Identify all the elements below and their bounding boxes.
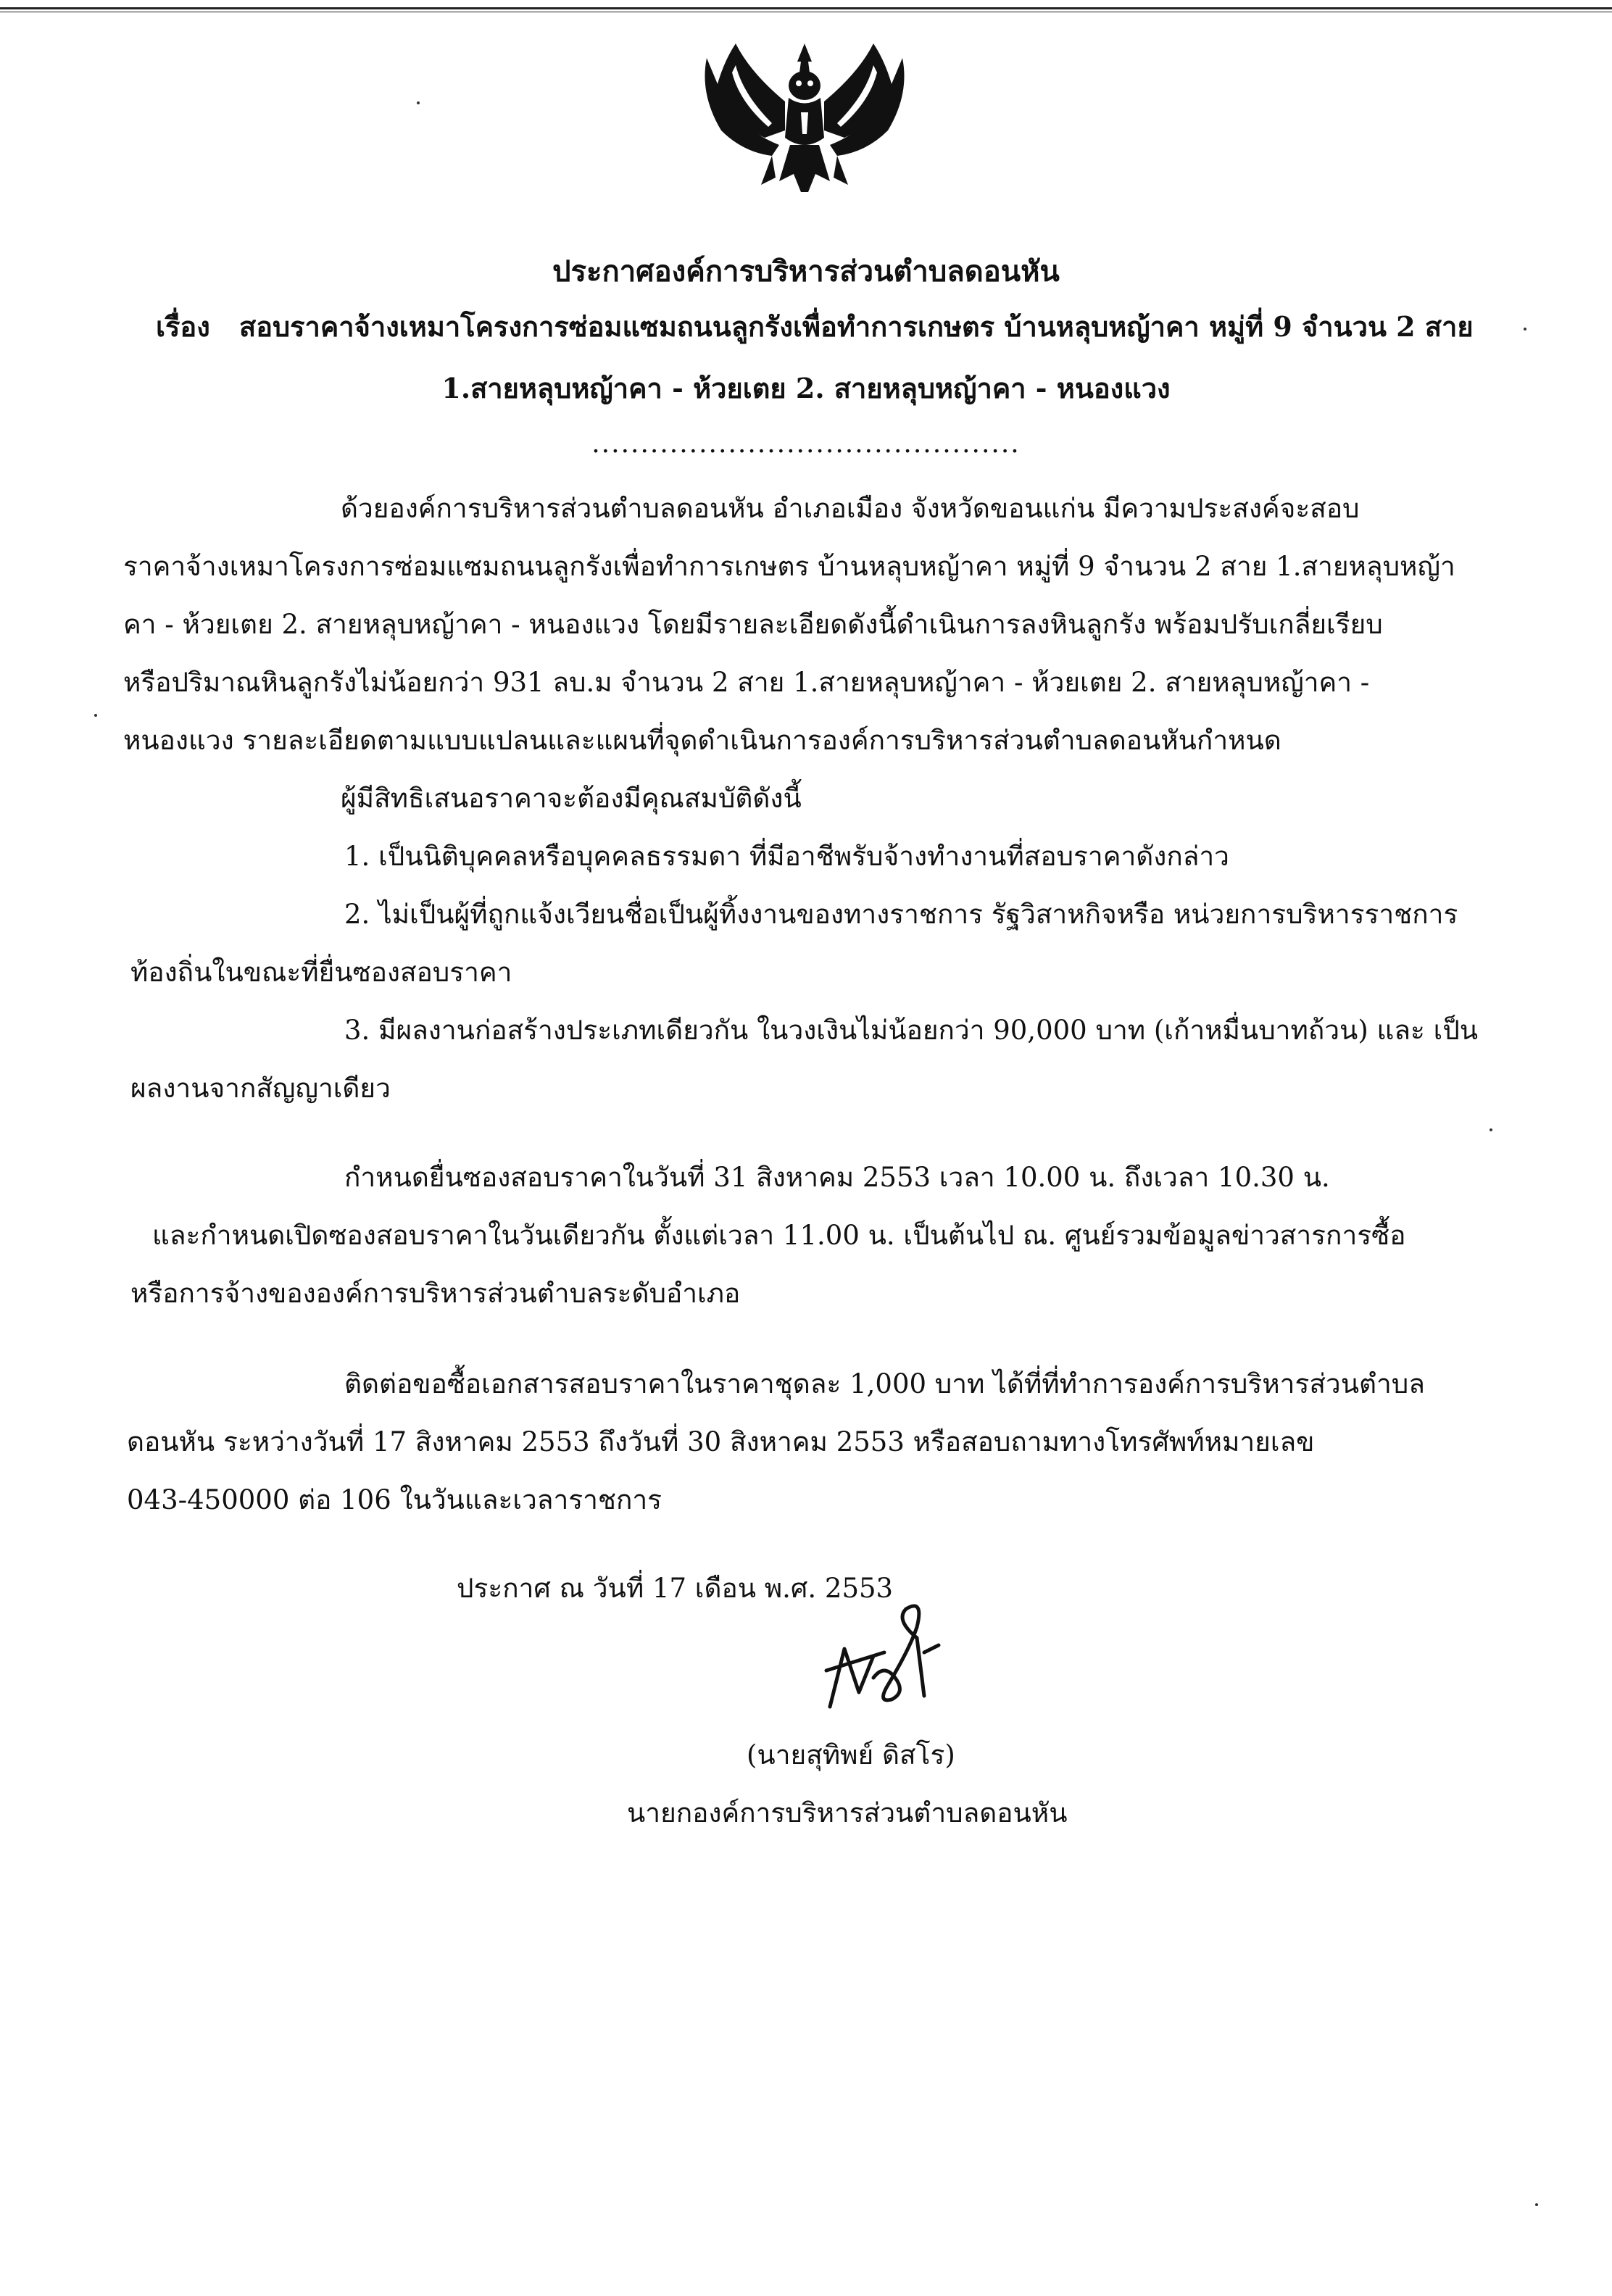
submission-line: หรือการจ้างขององค์การบริหารส่วนตำบลระดับอำเภอ [130,1278,741,1309]
signer-name: (นายสุทิพย์ ดิสโร) [747,1739,955,1771]
top-rule-1 [0,7,1612,9]
body-line: คา - ห้วยเตย 2. สายหลุบหญ้าคา - หนองแวง โดยมีรายละเอียดดังนี้ดำเนินการลงหินลูกรัง พร้อมปรับเกลี่ยเรียบ [123,609,1383,640]
subject-text: สอบราคาจ้างเหมาโครงการซ่อมแซมถนนลูกรังเพื่อทำการเกษตร บ้านหลุบหญ้าคา หมู่ที่ 9 จำนวน 2 สาย [239,310,1474,343]
purchase-line: ติดต่อขอซื้อเอกสารสอบราคาในราคาชุดละ 1,000 บาท ได้ที่ที่ทำการองค์การบริหารส่วนตำบล [344,1368,1425,1399]
qualification-2: 2. ไม่เป็นผู้ที่ถูกแจ้งเวียนชื่อเป็นผู้ทิ้งงานของทางราชการ รัฐวิสาหกิจหรือ หน่วยการบริหารราชการ [344,899,1458,930]
agency-title: ประกาศองค์การบริหารส่วนตำบลดอนหัน [552,254,1060,288]
scan-speck [1535,2203,1538,2206]
qualification-3: 3. มีผลงานก่อสร้างประเภทเดียวกัน ในวงเงินไม่น้อยกว่า 90,000 บาท (เก้าหมื่นบาทถ้วน) และ เป็น [344,1015,1479,1046]
scan-speck [1524,328,1526,330]
announce-date: ประกาศ ณ วันที่ 17 เดือน พ.ศ. 2553 [457,1573,894,1604]
submission-line: กำหนดยื่นซองสอบราคาในวันที่ 31 สิงหาคม 2553 เวลา 10.00 น. ถึงเวลา 10.30 น. [344,1162,1330,1193]
separator-dots: ............................................ [591,429,1021,459]
subject-line2: 1.สายหลุบหญ้าคา - ห้วยเตย 2. สายหลุบหญ้าคา - หนองแวง [441,372,1171,404]
garuda-emblem-icon [692,29,917,203]
body-line: หนองแวง รายละเอียดตามแบบแปลนและแผนที่จุดดำเนินการองค์การบริหารส่วนตำบลดอนหันกำหนด [123,725,1281,756]
scan-speck [94,714,97,717]
signer-title: นายกองค์การบริหารส่วนตำบลดอนหัน [627,1797,1068,1829]
signature [815,1584,960,1714]
purchase-line: 043-450000 ต่อ 106 ในวันและเวลาราชการ [127,1484,662,1515]
submission-line: และกำหนดเปิดซองสอบราคาในวันเดียวกัน ตั้งแต่เวลา 11.00 น. เป็นต้นไป ณ. ศูนย์รวมข้อมูลข่าวสารการซื้อ [152,1220,1406,1251]
qualification-2-cont: ท้องถิ่นในขณะที่ยื่นซองสอบราคา [130,957,512,988]
scan-speck [1490,1128,1492,1131]
qualification-1: 1. เป็นนิติบุคคลหรือบุคคลธรรมดา ที่มีอาชีพรับจ้างทำงานที่สอบราคาดังกล่าว [344,841,1229,872]
body-line: ด้วยองค์การบริหารส่วนตำบลดอนหัน อำเภอเมือง จังหวัดขอนแก่น มีความประสงค์จะสอบ [341,493,1360,524]
body-line: ราคาจ้างเหมาโครงการซ่อมแซมถนนลูกรังเพื่อทำการเกษตร บ้านหลุบหญ้าคา หมู่ที่ 9 จำนวน 2 สาย 1.สายหลุบหญ้า [123,551,1455,582]
qualification-heading: ผู้มีสิทธิเสนอราคาจะต้องมีคุณสมบัติดังนี้ [341,783,802,814]
scan-speck [417,101,420,104]
body-line: หรือปริมาณหินลูกรังไม่น้อยกว่า 931 ลบ.ม จำนวน 2 สาย 1.สายหลุบหญ้าคา - ห้วยเตย 2. สายหลุบหญ้าคา - [123,667,1370,698]
qualification-3-cont: ผลงานจากสัญญาเดียว [130,1073,391,1104]
purchase-line: ดอนหัน ระหว่างวันที่ 17 สิงหาคม 2553 ถึงวันที่ 30 สิงหาคม 2553 หรือสอบถามทางโทรศัพท์หมายเลข [127,1426,1315,1457]
subject-label: เรื่อง [156,310,210,343]
